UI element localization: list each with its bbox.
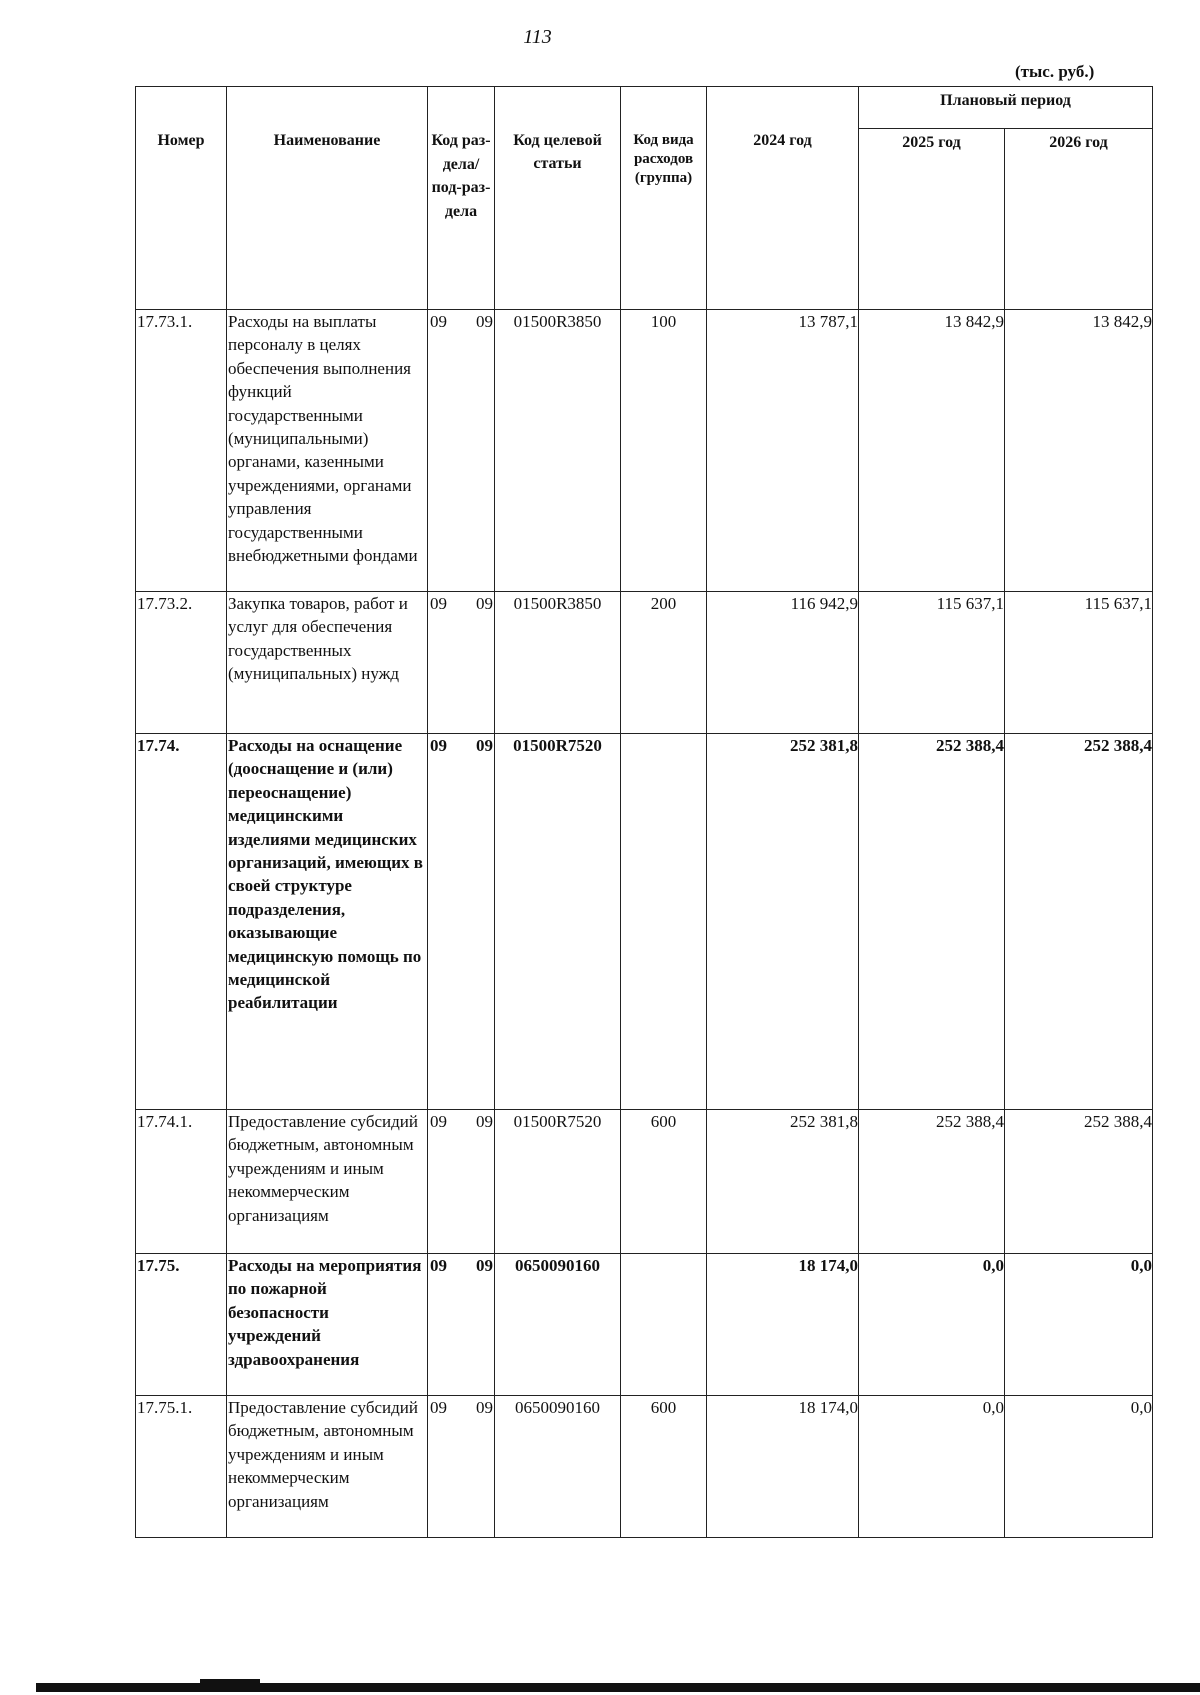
- header-expense-type: Код вида расходов (группа): [621, 87, 707, 310]
- row-expense-type: 200: [621, 592, 707, 734]
- row-number: 17.74.: [136, 734, 227, 1110]
- razdel: 09: [430, 594, 447, 613]
- scan-bottom-edge: [36, 1683, 1200, 1692]
- row-2026: 13 842,9: [1005, 310, 1153, 592]
- row-target-code: 01500R3850: [495, 310, 621, 592]
- header-2025: 2025 год: [859, 129, 1005, 310]
- row-target-code: 0650090160: [495, 1254, 621, 1396]
- header-name: Наименование: [227, 87, 428, 310]
- podrazdel: 09: [476, 312, 493, 331]
- header-2026: 2026 год: [1005, 129, 1153, 310]
- row-expense-type: 100: [621, 310, 707, 592]
- row-number: 17.75.: [136, 1254, 227, 1396]
- razdel: 09: [430, 1112, 447, 1131]
- row-number: 17.74.1.: [136, 1110, 227, 1254]
- row-2026: 252 388,4: [1005, 1110, 1153, 1254]
- row-number: 17.75.1.: [136, 1396, 227, 1538]
- row-expense-type: 600: [621, 1110, 707, 1254]
- table-row: [136, 592, 1153, 734]
- row-expense-type: [621, 1254, 707, 1396]
- row-2025: 0,0: [859, 1396, 1005, 1538]
- units-label: (тыс. руб.): [1015, 62, 1095, 81]
- row-name: Предоставление субсидий бюджетным, автономным учреждениям и иным некоммерческим организациям: [227, 1110, 428, 1254]
- podrazdel: 09: [476, 1398, 493, 1417]
- header-section-code-text: Код раз-дела/ под-раз-дела: [431, 132, 491, 220]
- row-name: Расходы на мероприятия по пожарной безопасности учреждений здравоохранения: [227, 1254, 428, 1396]
- podrazdel: 09: [476, 1112, 493, 1131]
- row-2024: 116 942,9: [707, 592, 859, 734]
- row-2025: 115 637,1: [859, 592, 1005, 734]
- header-number: Номер: [136, 87, 227, 310]
- row-section-code: [428, 1254, 495, 1396]
- budget-table: [135, 86, 1153, 1538]
- table-row: [136, 1110, 1153, 1254]
- row-name: Закупка товаров, работ и услуг для обеспечения государственных (муниципальных) нужд: [227, 592, 428, 734]
- row-2025: 0,0: [859, 1254, 1005, 1396]
- row-2024: 18 174,0: [707, 1396, 859, 1538]
- row-expense-type: [621, 734, 707, 1110]
- row-number: 17.73.1.: [136, 310, 227, 592]
- header-2024: 2024 год: [707, 87, 859, 310]
- row-target-code: 01500R3850: [495, 592, 621, 734]
- row-section-code: [428, 592, 495, 734]
- row-number: 17.73.2.: [136, 592, 227, 734]
- podrazdel: 09: [476, 736, 493, 755]
- razdel: 09: [430, 312, 447, 331]
- row-section-code: [428, 1110, 495, 1254]
- header-planned-period: Плановый период: [859, 87, 1153, 129]
- table-row: [136, 1396, 1153, 1538]
- table-row: [136, 1254, 1153, 1396]
- row-2026: 0,0: [1005, 1396, 1153, 1538]
- row-2026: 115 637,1: [1005, 592, 1153, 734]
- row-name: Расходы на выплаты персоналу в целях обеспечения выполнения функций государственными (муниципальными) органами, казенными учреждениями, органами управления государственными внебюджетными фондами: [227, 310, 428, 592]
- table-row: [136, 310, 1153, 592]
- row-2024: 18 174,0: [707, 1254, 859, 1396]
- row-name: Расходы на оснащение (дооснащение и (или) переоснащение) медицинскими изделиями медицинских организаций, имеющих в своей структуре подразделения, оказывающие медицинскую помощь по медицинской реабилитации: [227, 734, 428, 1110]
- razdel: 09: [430, 1398, 447, 1417]
- row-2026: 252 388,4: [1005, 734, 1153, 1110]
- row-2024: 13 787,1: [707, 310, 859, 592]
- row-2025: 252 388,4: [859, 1110, 1005, 1254]
- row-section-code: [428, 1396, 495, 1538]
- row-2025: 13 842,9: [859, 310, 1005, 592]
- table-row: [136, 734, 1153, 1110]
- razdel: 09: [430, 1256, 447, 1275]
- row-2024: 252 381,8: [707, 1110, 859, 1254]
- razdel: 09: [430, 736, 447, 755]
- page-number: 113: [523, 26, 552, 48]
- row-2024: 252 381,8: [707, 734, 859, 1110]
- row-target-code: 01500R7520: [495, 1110, 621, 1254]
- row-section-code: [428, 310, 495, 592]
- header-target-code: Код целевой статьи: [495, 87, 621, 310]
- podrazdel: 09: [476, 1256, 493, 1275]
- row-2026: 0,0: [1005, 1254, 1153, 1396]
- header-section-code: [428, 87, 495, 310]
- row-name: Предоставление субсидий бюджетным, автономным учреждениям и иным некоммерческим организациям: [227, 1396, 428, 1538]
- podrazdel: 09: [476, 594, 493, 613]
- row-target-code: 0650090160: [495, 1396, 621, 1538]
- row-expense-type: 600: [621, 1396, 707, 1538]
- row-2025: 252 388,4: [859, 734, 1005, 1110]
- row-target-code: 01500R7520: [495, 734, 621, 1110]
- row-section-code: [428, 734, 495, 1110]
